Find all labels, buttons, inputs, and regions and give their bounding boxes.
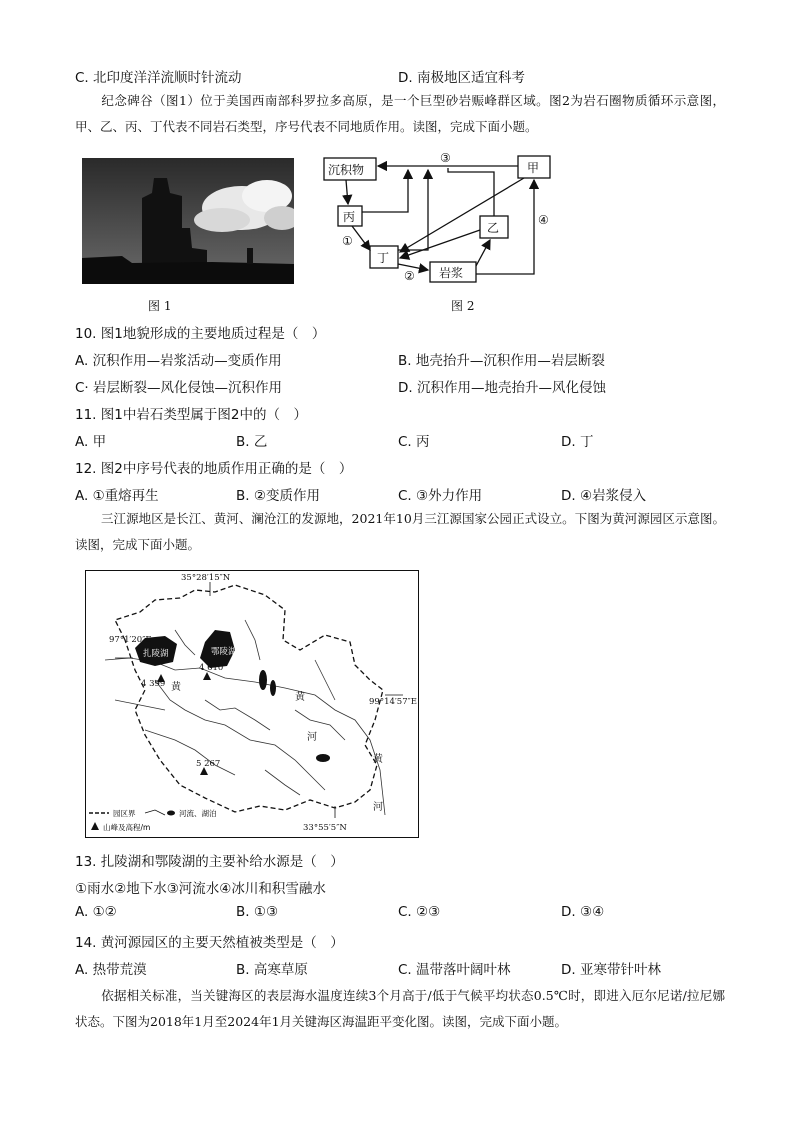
q12-option-b: B. ②变质作用 (236, 488, 320, 504)
label-ding: 丁 (377, 251, 390, 265)
q13-option-b: B. ①③ (236, 904, 279, 920)
q14-option-b: B. 高寒草原 (236, 962, 308, 978)
intro-paragraph-3 (75, 983, 725, 1035)
arrow-number-2: ② (404, 269, 415, 283)
q13-option-d: D. ③④ (561, 904, 605, 920)
q12-option-c: C. ③外力作用 (398, 488, 483, 504)
q10-option-a: A. 沉积作用—岩浆活动—变质作用 (75, 353, 282, 369)
label-jia: 甲 (527, 161, 540, 175)
q13-items: ①雨水②地下水③河流水④冰川和积雪融水 (75, 881, 326, 897)
figure-2-caption: 图 2 (451, 299, 475, 313)
yellow-river-source-map (85, 570, 419, 838)
river-label-he-1: 河 (307, 732, 317, 743)
option-d-prev: D. 南极地区适宜科考 (398, 70, 525, 86)
legend-boundary-label: 园区界 (113, 809, 136, 818)
small-lake-1 (259, 670, 267, 690)
lake-zhaling-label: 扎陵湖 (143, 649, 169, 659)
peak-4610-label: 4 610 (199, 663, 224, 673)
figure-1-caption: 图 1 (148, 299, 172, 313)
small-lake-2 (270, 680, 276, 696)
peak-4399-label: 4 399 (141, 679, 166, 689)
q12-option-a: A. ①重熔再生 (75, 488, 159, 504)
q10-stem: 10. 图1地貌形成的主要地质过程是（ ） (75, 326, 326, 342)
monument-valley-image (82, 158, 294, 284)
q14-option-d: D. 亚寒带针叶林 (561, 962, 661, 978)
q14-option-c: C. 温带落叶阔叶林 (398, 962, 511, 978)
intro-text-1: 纪念碑谷（图1）位于美国西南部科罗拉多高原，是一个巨型砂岩赈峰群区域。图2为岩石圈物质循环示意图，甲、乙、丙、丁代表不同岩石类型，序号代表不同地质作用。读图，完成下面小题。 (75, 93, 725, 134)
arrow-number-4: ④ (538, 213, 549, 227)
small-lake-3 (316, 754, 330, 762)
q10-option-d: D. 沉积作用—地壳抬升—风化侵蚀 (398, 380, 606, 396)
intro-text-2: 三江源地区是长江、黄河、澜沧江的发源地，2021年10月三江源国家公园正式设立。下图为黄河源园区示意图。读图，完成下面小题。 (75, 511, 725, 552)
q11-option-b: B. 乙 (236, 434, 268, 450)
q12-option-d: D. ④岩浆侵入 (561, 488, 647, 504)
q13-option-a: A. ①② (75, 904, 117, 920)
q11-option-a: A. 甲 (75, 434, 107, 450)
intro-paragraph-2 (75, 506, 725, 558)
arrow-number-1: ① (342, 234, 353, 248)
river-label-huang-2: 黄 (295, 692, 305, 703)
q13-stem: 13. 扎陵湖和鄂陵湖的主要补给水源是（ ） (75, 854, 344, 870)
q10-option-b: B. 地壳抬升—沉积作用—岩层断裂 (398, 353, 605, 369)
figure-1-photo (82, 158, 294, 284)
label-bing: 丙 (343, 210, 356, 224)
q11-option-c: C. 丙 (398, 434, 430, 450)
q11-stem: 11. 图1中岩石类型属于图2中的（ ） (75, 407, 307, 423)
label-magma: 岩浆 (439, 266, 464, 280)
river-label-huang-1: 黄 (171, 682, 181, 693)
intro-text-3: 依据相关标准，当关键海区的表层海水温度连续3个月高于/低于气候平均状态0.5℃时，即进入厄尔尼诺/拉尼娜状态。下图为2018年1月至2024年1月关键海区海温距平变化图。读图，完成下面小题。 (75, 988, 725, 1029)
lat-bottom-label: 33°55′5″N (303, 823, 347, 833)
label-sediment: 沉积物 (328, 163, 365, 177)
intro-paragraph-1 (75, 88, 725, 140)
river-label-huang-3: 黄 (373, 754, 383, 765)
legend-peak-label: 山峰及高程/m (103, 823, 151, 832)
lake-eling-label: 鄂陵湖 (211, 647, 237, 657)
arrow-number-3: ③ (440, 151, 451, 165)
q10-option-c: C· 岩层断裂—风化侵蚀—沉积作用 (75, 380, 283, 396)
q12-stem: 12. 图2中序号代表的地质作用正确的是（ ） (75, 461, 353, 477)
q14-stem: 14. 黄河源园区的主要天然植被类型是（ ） (75, 935, 344, 951)
lon-right-label: 99°14′57″E (369, 697, 418, 707)
legend-river-label: 河流、湖泊 (179, 809, 217, 818)
q11-option-d: D. 丁 (561, 434, 594, 450)
q13-option-c: C. ②③ (398, 904, 441, 920)
lon-left-label: 97°1′20″E (109, 635, 152, 645)
peak-5267-label: 5 267 (196, 759, 221, 769)
river-label-he-2: 河 (373, 802, 383, 813)
label-yi: 乙 (487, 221, 500, 235)
rock-cycle-diagram (318, 150, 568, 290)
option-c-prev: C. 北印度洋洋流顺时针流动 (75, 70, 242, 86)
lat-top-label: 35°28′15″N (181, 573, 231, 583)
q14-option-a: A. 热带荒漠 (75, 962, 147, 978)
